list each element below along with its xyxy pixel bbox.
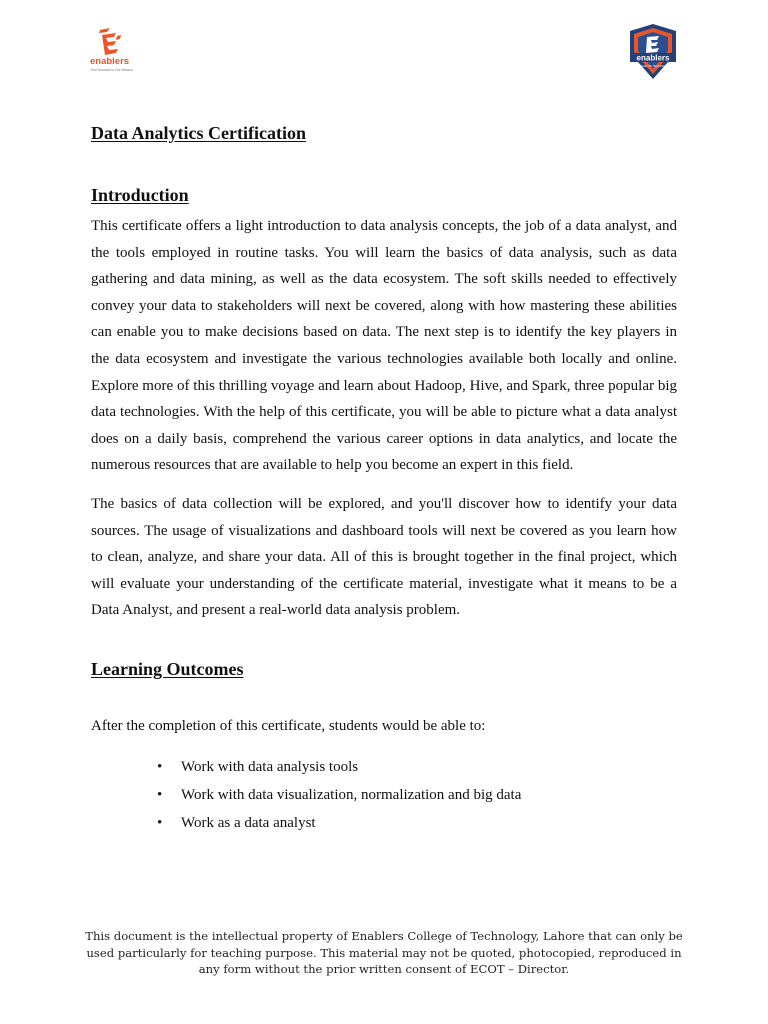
logo-tagline: Your Success is Our Mission xyxy=(90,68,134,72)
college-crest-logo xyxy=(626,23,680,81)
list-item xyxy=(157,784,521,812)
bullet-icon: • xyxy=(157,759,163,775)
introduction-paragraph: The basics of data collection will be explored, and you'll discover how to identify your data sources. The usage of visualizations and dashboard tools will next be covered as you learn how to clean, analyze, and share your data. All of this is brought together in the final project, which will evaluate your understanding of the certificate material, investigate what it means to be a Data Analyst, and present a real-world data analysis problem. xyxy=(91,496,677,619)
footer-notice: This document is the intellectual property of Enablers College of Technology, Lahore that can only be used particularly for teaching purpose. This material may not be quoted, photocopied, reproduced in any form without the prior written consent of ECOT – Director. xyxy=(85,929,683,976)
learning-outcomes-intro: After the completion of this certificate, students would be able to: xyxy=(91,718,486,734)
logo-wordmark: enablers xyxy=(90,56,130,67)
list-item xyxy=(157,812,521,840)
list-item-text: Work with data analysis tools xyxy=(181,759,359,775)
crest-subtitle: COLLEGE OF TECHNOLOGY xyxy=(632,64,674,68)
bullet-icon: • xyxy=(157,815,163,831)
learning-outcomes-list xyxy=(157,756,521,840)
list-item xyxy=(157,756,521,784)
enablers-logo xyxy=(86,27,148,75)
introduction-paragraph: This certificate offers a light introduction to data analysis concepts, the job of a data analyst, and the tools employed in routine tasks. You will learn the basics of data analysis, such as data gathering and data mining, as well as the data ecosystem. The soft skills needed to effectively convey your data to stakeholders will next be covered, along with how mastering these abilities can enable you to make decisions based on data. The next step is to identify the key players in the data ecosystem and investigate the various technologies available both locally and online. Explore more of this thrilling voyage and learn about Hadoop, Hive, and Spark, three popular big data technologies. With the help of this certificate, you will be able to picture what a data analyst does on a daily basis, comprehend the various career options in data analytics, and locate the numerous resources that are available to help you become an expert in this field. xyxy=(91,218,677,474)
logo-mark-icon xyxy=(99,28,121,55)
crest-wordmark: enablers xyxy=(636,53,670,63)
page-title: Data Analytics Certification xyxy=(91,123,306,143)
list-item-text: Work as a data analyst xyxy=(181,815,316,831)
list-item-text: Work with data visualization, normalization and big data xyxy=(181,787,522,803)
bullet-icon: • xyxy=(157,787,163,803)
introduction-heading: Introduction xyxy=(91,185,189,205)
learning-outcomes-heading: Learning Outcomes xyxy=(91,659,244,679)
